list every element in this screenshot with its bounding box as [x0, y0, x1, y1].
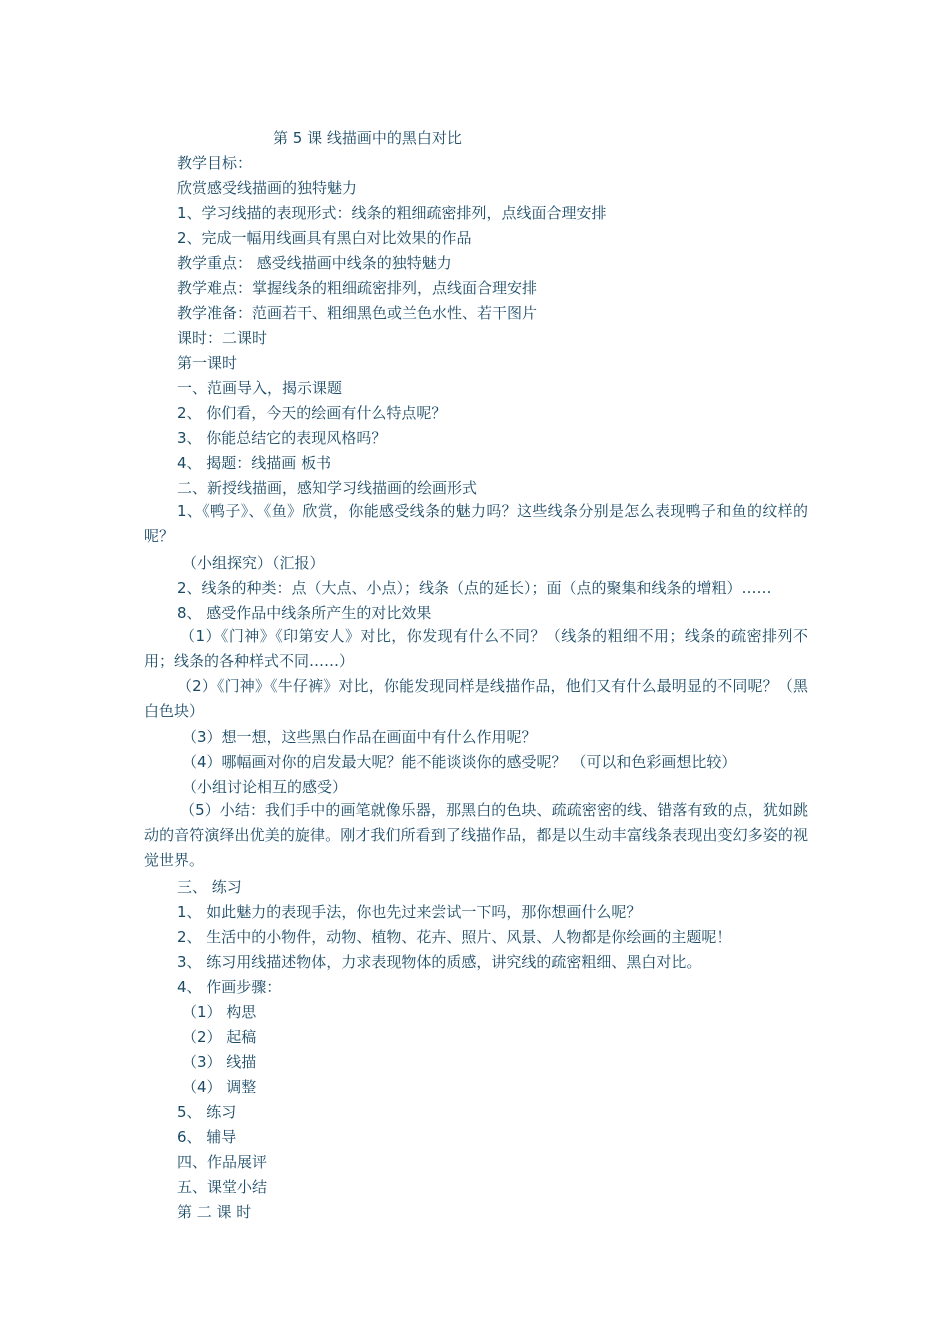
text-line: 2、 生活中的小物件，动物、植物、花卉、照片、风景、人物都是你绘画的主题呢！ [177, 928, 732, 946]
paragraph-summary: （5）小结：我们手中的画笔就像乐器，那黑白的色块、疏疏密密的线、错落有致的点，犹如跳动的音符演绎出优美的旋律。刚才我们所看到了线描作品，都是以生动丰富线条表现出变幻多姿的视觉世界。 [144, 801, 808, 869]
paragraph-compare-1: （1）《门神》《印第安人》对比，你发现有什么不同？（线条的粗细不用；线条的疏密排列不用；线条的各种样式不同……） [144, 627, 808, 670]
text-line: 教学难点：掌握线条的粗细疏密排列，点线面合理安排 [177, 279, 538, 297]
text-line: 三、 练习 [177, 878, 242, 896]
text-line: 2、线条的种类：点（大点、小点）；线条（点的延长）；面（点的聚集和线条的增粗）…… [177, 579, 772, 597]
paragraph-compare-2: （2）《门神》《牛仔裤》对比，你能发现同样是线描作品，他们又有什么最明显的不同呢？（黑白色块） [144, 677, 808, 720]
text-line: 6、 辅导 [177, 1128, 237, 1146]
text-line: 2、 你们看，今天的绘画有什么特点呢？ [177, 404, 447, 422]
text-line: 一、范画导入，揭示课题 [177, 379, 343, 397]
text-line: 3、 练习用线描述物体，力求表现物体的质感，讲究线的疏密粗细、黑白对比。 [177, 953, 702, 971]
step-item: （3） 线描 [182, 1053, 257, 1071]
text-line: 二、新授线描画，感知学习线描画的绘画形式 [177, 479, 478, 497]
text-line: 第一课时 [177, 354, 238, 372]
text-line: 第 二 课 时 [177, 1203, 252, 1221]
text-line: 4、 作画步骤： [177, 978, 282, 996]
text-line: 四、作品展评 [177, 1153, 268, 1171]
text-line: 8、 感受作品中线条所产生的对比效果 [177, 604, 432, 622]
text-line: （3）想一想，这些黑白作品在画面中有什么作用呢？ [182, 728, 537, 746]
text-line: 3、 你能总结它的表现风格吗？ [177, 429, 387, 447]
text-line: 4、 揭题：线描画 板书 [177, 454, 332, 472]
text-line: （小组讨论相互的感受） [182, 778, 348, 796]
text-line: 五、课堂小结 [177, 1178, 268, 1196]
lesson-title: 第 5 课 线描画中的黑白对比 [273, 129, 462, 147]
text-line: 教学目标： [177, 154, 253, 172]
text-line: 教学重点： 感受线描画中线条的独特魅力 [177, 254, 452, 272]
step-item: （1） 构思 [182, 1003, 257, 1021]
step-item: （4） 调整 [182, 1078, 257, 1096]
text-line: 1、学习线描的表现形式：线条的粗细疏密排列，点线面合理安排 [177, 204, 607, 222]
text-line: 欣赏感受线描画的独特魅力 [177, 179, 358, 197]
paragraph-appreciation: 1、《鸭子》、《鱼》欣赏，你能感受线条的魅力吗？这些线条分别是怎么表现鸭子和鱼的纹样的呢？ [144, 502, 808, 545]
step-item: （2） 起稿 [182, 1028, 257, 1046]
text-line: （小组探究）（汇报） [182, 554, 325, 572]
text-line: 5、 练习 [177, 1103, 237, 1121]
text-line: 1、 如此魅力的表现手法，你也先过来尝试一下吗，那你想画什么呢？ [177, 903, 642, 921]
text-line: 2、完成一幅用线画具有黑白对比效果的作品 [177, 229, 472, 247]
text-line: （4）哪幅画对你的启发最大呢？能不能谈谈你的感受呢？ （可以和色彩画想比较） [182, 753, 737, 771]
text-line: 课时：二课时 [177, 329, 268, 347]
text-line: 教学准备：范画若干、粗细黑色或兰色水性、若干图片 [177, 304, 538, 322]
